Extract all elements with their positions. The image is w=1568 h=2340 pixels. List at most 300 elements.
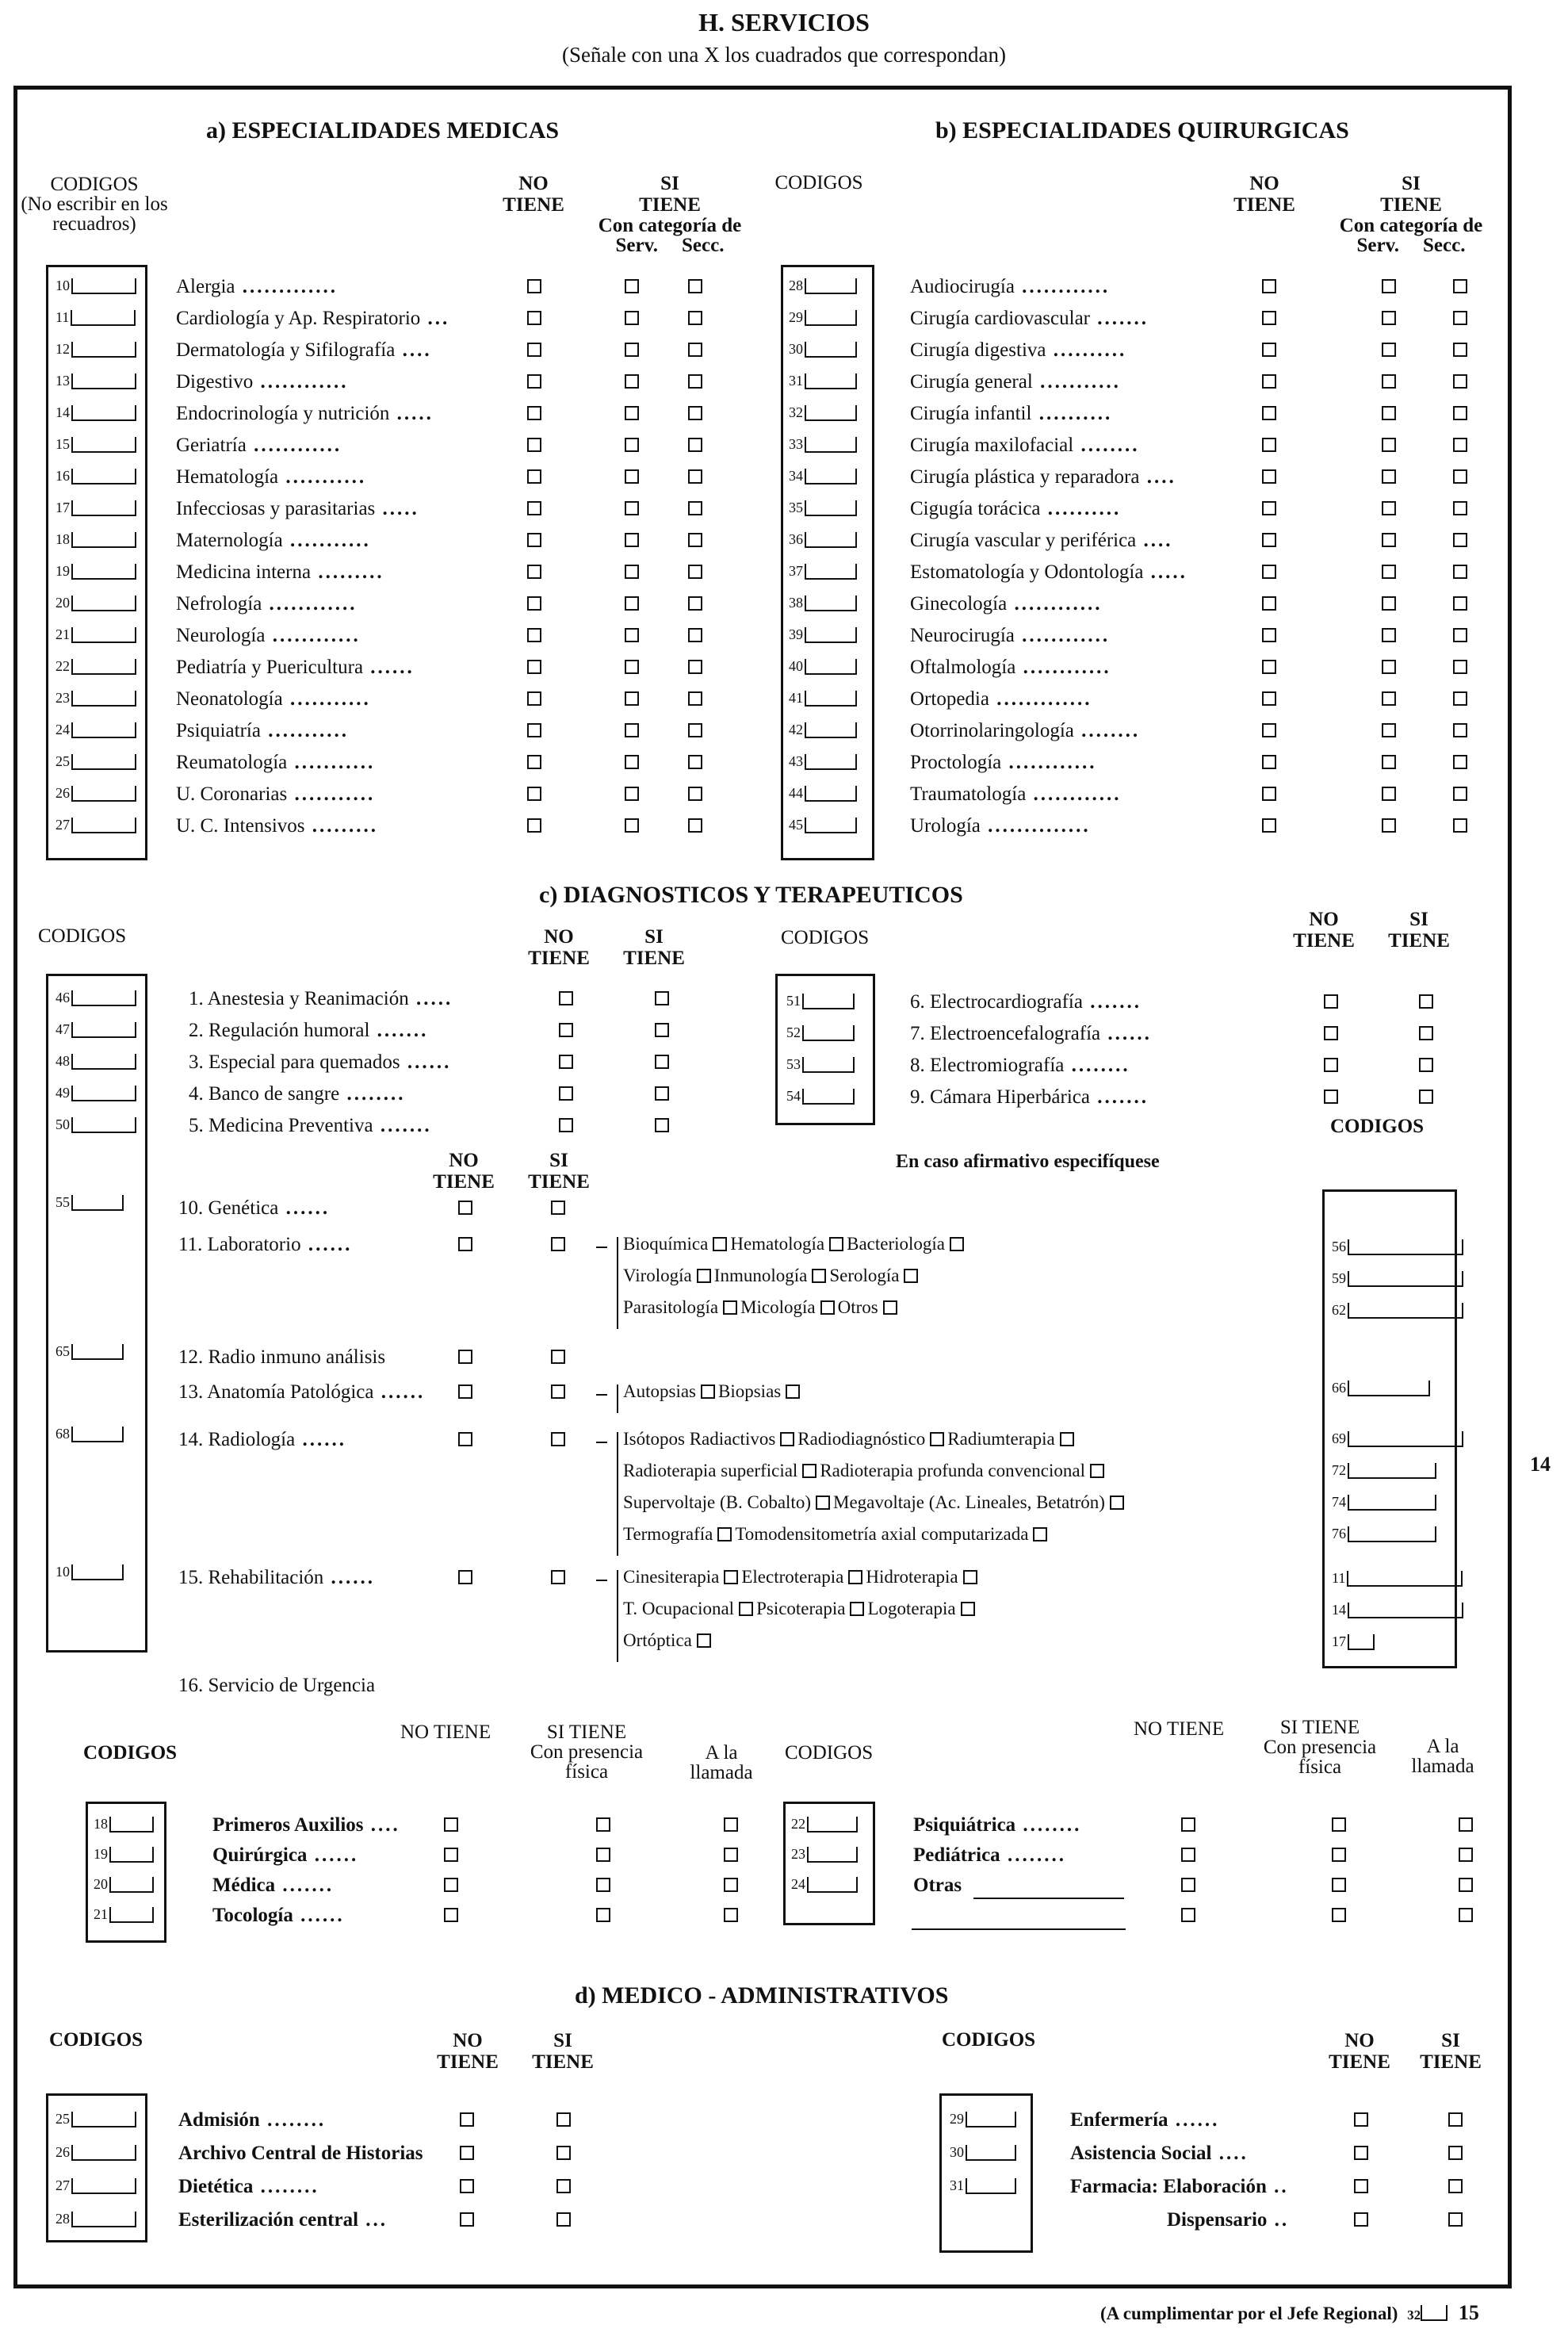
urgencia-left-no-tiene-checkbox-3[interactable]	[444, 1908, 458, 1922]
section-d-left-code-1[interactable]	[55, 2144, 136, 2161]
section-a-no-tiene-checkbox-11[interactable]	[527, 628, 541, 642]
section-c-lower-no-tiene-checkbox-4[interactable]	[458, 1432, 472, 1446]
specify-code-5[interactable]	[1332, 1462, 1436, 1479]
section-b-serv-checkbox-2[interactable]	[1382, 343, 1396, 357]
code-field[interactable]	[805, 564, 857, 580]
subitem-checkbox[interactable]	[961, 1602, 975, 1616]
section-b-secc-checkbox-1[interactable]	[1453, 311, 1467, 325]
section-b-serv-checkbox-16[interactable]	[1382, 787, 1396, 801]
section-c-left-si-tiene-checkbox-4[interactable]	[655, 1118, 669, 1132]
section-d-left-no-tiene-checkbox-3[interactable]	[460, 2212, 474, 2227]
section-a-secc-checkbox-10[interactable]	[688, 596, 702, 611]
section-a-code-1[interactable]	[55, 309, 136, 326]
section-a-code-11[interactable]	[55, 626, 136, 643]
section-a-no-tiene-checkbox-14[interactable]	[527, 723, 541, 737]
section-b-secc-checkbox-2[interactable]	[1453, 343, 1467, 357]
section-d-right-no-tiene-checkbox-0[interactable]	[1354, 2112, 1368, 2127]
subitem-checkbox[interactable]	[802, 1464, 817, 1478]
section-b-no-tiene-checkbox-5[interactable]	[1262, 438, 1276, 452]
section-b-serv-checkbox-7[interactable]	[1382, 501, 1396, 515]
subitem-checkbox[interactable]	[717, 1527, 732, 1541]
section-b-serv-checkbox-17[interactable]	[1382, 818, 1396, 833]
section-a-secc-checkbox-1[interactable]	[688, 311, 702, 325]
section-a-no-tiene-checkbox-1[interactable]	[527, 311, 541, 325]
code-field[interactable]	[71, 1344, 124, 1360]
code-field[interactable]	[805, 405, 857, 421]
code-field[interactable]	[1348, 1603, 1463, 1618]
section-d-right-si-tiene-checkbox-2[interactable]	[1448, 2179, 1463, 2193]
urgencia-left-no-tiene-checkbox-2[interactable]	[444, 1878, 458, 1892]
section-b-no-tiene-checkbox-1[interactable]	[1262, 311, 1276, 325]
section-b-secc-checkbox-10[interactable]	[1453, 596, 1467, 611]
code-field[interactable]	[805, 786, 857, 802]
section-a-serv-checkbox-9[interactable]	[625, 565, 639, 579]
urgencia-left-no-tiene-checkbox-0[interactable]	[444, 1817, 458, 1832]
code-field[interactable]	[71, 1427, 124, 1442]
section-b-code-11[interactable]	[789, 626, 857, 643]
specify-code-4[interactable]	[1332, 1430, 1463, 1447]
code-field[interactable]	[71, 990, 136, 1006]
section-c-left-no-tiene-checkbox-0[interactable]	[559, 991, 573, 1005]
section-b-serv-checkbox-12[interactable]	[1382, 660, 1396, 674]
section-b-secc-checkbox-9[interactable]	[1453, 565, 1467, 579]
urgencia-right-llamada-checkbox-1[interactable]	[1459, 1848, 1473, 1862]
section-c-right-si-tiene-checkbox-1[interactable]	[1419, 1026, 1433, 1040]
section-b-code-16[interactable]	[789, 785, 857, 802]
section-a-serv-checkbox-14[interactable]	[625, 723, 639, 737]
section-a-secc-checkbox-5[interactable]	[688, 438, 702, 452]
section-b-serv-checkbox-6[interactable]	[1382, 469, 1396, 484]
section-c-right-no-tiene-checkbox-3[interactable]	[1324, 1090, 1338, 1104]
section-b-code-14[interactable]	[789, 722, 857, 738]
section-a-secc-checkbox-7[interactable]	[688, 501, 702, 515]
section-c-left-no-tiene-checkbox-2[interactable]	[559, 1055, 573, 1069]
subitem-checkbox[interactable]	[723, 1300, 737, 1315]
code-field[interactable]	[805, 596, 857, 611]
section-a-code-4[interactable]	[55, 404, 136, 421]
code-field[interactable]	[805, 818, 857, 833]
urgencia-left-presencia-checkbox-1[interactable]	[596, 1848, 610, 1862]
code-field[interactable]	[109, 1817, 154, 1833]
code-field[interactable]	[1347, 1571, 1463, 1587]
section-b-secc-checkbox-13[interactable]	[1453, 691, 1467, 706]
section-c-right-si-tiene-checkbox-3[interactable]	[1419, 1090, 1433, 1104]
section-b-no-tiene-checkbox-3[interactable]	[1262, 374, 1276, 389]
section-c-right-code-2[interactable]	[786, 1056, 855, 1073]
code-field[interactable]	[109, 1907, 154, 1923]
section-d-right-si-tiene-checkbox-1[interactable]	[1448, 2146, 1463, 2160]
section-d-right-code-0[interactable]	[950, 2111, 1016, 2127]
section-b-serv-checkbox-9[interactable]	[1382, 565, 1396, 579]
urgencia-left-llamada-checkbox-3[interactable]	[724, 1908, 738, 1922]
section-b-no-tiene-checkbox-7[interactable]	[1262, 501, 1276, 515]
subitem-checkbox[interactable]	[701, 1384, 715, 1399]
code-field[interactable]	[71, 627, 136, 643]
section-c-right-si-tiene-checkbox-0[interactable]	[1419, 994, 1433, 1009]
section-c-left-no-tiene-checkbox-4[interactable]	[559, 1118, 573, 1132]
subitem-checkbox[interactable]	[697, 1633, 711, 1648]
specify-code-0[interactable]	[1332, 1239, 1463, 1255]
section-a-no-tiene-checkbox-3[interactable]	[527, 374, 541, 389]
code-field[interactable]	[71, 596, 136, 611]
section-b-code-13[interactable]	[789, 690, 857, 707]
section-a-code-16[interactable]	[55, 785, 136, 802]
section-a-serv-checkbox-3[interactable]	[625, 374, 639, 389]
section-d-left-no-tiene-checkbox-1[interactable]	[460, 2146, 474, 2160]
code-field[interactable]	[805, 342, 857, 358]
section-c-lower-code-2[interactable]	[55, 1343, 124, 1360]
subitem-checkbox[interactable]	[697, 1269, 711, 1283]
section-a-secc-checkbox-16[interactable]	[688, 787, 702, 801]
section-c-left-no-tiene-checkbox-1[interactable]	[559, 1023, 573, 1037]
code-field[interactable]	[966, 2145, 1016, 2161]
subitem-checkbox[interactable]	[930, 1432, 944, 1446]
section-c-left-code-2[interactable]	[55, 1053, 136, 1070]
code-field[interactable]	[1348, 1634, 1375, 1650]
section-a-no-tiene-checkbox-7[interactable]	[527, 501, 541, 515]
urgencia-right-llamada-checkbox-2[interactable]	[1459, 1878, 1473, 1892]
urgencia-left-code-0[interactable]	[94, 1816, 154, 1833]
code-field[interactable]	[71, 405, 136, 421]
code-field[interactable]	[1348, 1463, 1436, 1479]
code-field[interactable]	[1348, 1303, 1463, 1319]
section-a-code-2[interactable]	[55, 341, 136, 358]
code-field[interactable]	[71, 2145, 136, 2161]
section-b-no-tiene-checkbox-10[interactable]	[1262, 596, 1276, 611]
code-field[interactable]	[802, 1089, 855, 1105]
subitem-checkbox[interactable]	[786, 1384, 800, 1399]
urgencia-left-llamada-checkbox-2[interactable]	[724, 1878, 738, 1892]
subitem-checkbox[interactable]	[883, 1300, 897, 1315]
section-c-lower-no-tiene-checkbox-0[interactable]	[458, 1201, 472, 1215]
section-c-lower-no-tiene-checkbox-1[interactable]	[458, 1237, 472, 1251]
subitem-checkbox[interactable]	[1110, 1496, 1124, 1510]
urgencia-right-presencia-checkbox-0[interactable]	[1332, 1817, 1346, 1832]
section-a-no-tiene-checkbox-2[interactable]	[527, 343, 541, 357]
section-a-code-7[interactable]	[55, 500, 136, 516]
code-field[interactable]	[71, 342, 136, 358]
section-b-serv-checkbox-0[interactable]	[1382, 279, 1396, 293]
section-c-lower-si-tiene-checkbox-1[interactable]	[551, 1237, 565, 1251]
section-d-left-si-tiene-checkbox-2[interactable]	[556, 2179, 571, 2193]
code-field[interactable]	[805, 469, 857, 484]
subitem-checkbox[interactable]	[820, 1300, 835, 1315]
urgencia-left-code-3[interactable]	[94, 1906, 154, 1923]
subitem-checkbox[interactable]	[816, 1496, 830, 1510]
section-c-lower-code-0[interactable]	[55, 1194, 124, 1211]
section-c-lower-si-tiene-checkbox-0[interactable]	[551, 1201, 565, 1215]
code-field[interactable]	[1348, 1271, 1463, 1287]
section-c-left-code-1[interactable]	[55, 1021, 136, 1038]
section-b-no-tiene-checkbox-6[interactable]	[1262, 469, 1276, 484]
section-c-lower-code-5[interactable]	[55, 1564, 124, 1580]
section-a-serv-checkbox-13[interactable]	[625, 691, 639, 706]
section-a-secc-checkbox-15[interactable]	[688, 755, 702, 769]
section-b-secc-checkbox-11[interactable]	[1453, 628, 1467, 642]
section-b-secc-checkbox-3[interactable]	[1453, 374, 1467, 389]
code-field[interactable]	[71, 818, 136, 833]
code-field[interactable]	[805, 500, 857, 516]
code-field[interactable]	[802, 1025, 855, 1041]
section-b-code-9[interactable]	[789, 563, 857, 580]
section-c-lower-si-tiene-checkbox-2[interactable]	[551, 1350, 565, 1364]
code-field[interactable]	[71, 1117, 136, 1133]
section-b-serv-checkbox-4[interactable]	[1382, 406, 1396, 420]
code-field[interactable]	[807, 1817, 858, 1833]
section-b-secc-checkbox-4[interactable]	[1453, 406, 1467, 420]
code-field[interactable]	[805, 437, 857, 453]
section-c-right-code-0[interactable]	[786, 993, 855, 1009]
section-d-left-code-3[interactable]	[55, 2211, 136, 2227]
section-c-lower-si-tiene-checkbox-4[interactable]	[551, 1432, 565, 1446]
code-field[interactable]	[1348, 1431, 1463, 1447]
section-a-code-15[interactable]	[55, 753, 136, 770]
code-field[interactable]	[805, 532, 857, 548]
urgencia-left-code-1[interactable]	[94, 1846, 154, 1863]
urgencia-right-code-2[interactable]	[791, 1876, 858, 1893]
section-a-code-8[interactable]	[55, 531, 136, 548]
urgencia-right-presencia-checkbox-2[interactable]	[1332, 1878, 1346, 1892]
code-field[interactable]	[71, 1022, 136, 1038]
specify-code-8[interactable]	[1332, 1570, 1463, 1587]
section-b-no-tiene-checkbox-0[interactable]	[1262, 279, 1276, 293]
section-a-code-12[interactable]	[55, 658, 136, 675]
urgencia-right-code-1[interactable]	[791, 1846, 858, 1863]
section-d-right-code-1[interactable]	[950, 2144, 1016, 2161]
section-a-no-tiene-checkbox-17[interactable]	[527, 818, 541, 833]
section-b-no-tiene-checkbox-11[interactable]	[1262, 628, 1276, 642]
subitem-checkbox[interactable]	[780, 1432, 794, 1446]
section-a-secc-checkbox-2[interactable]	[688, 343, 702, 357]
section-c-right-si-tiene-checkbox-2[interactable]	[1419, 1058, 1433, 1072]
section-b-serv-checkbox-1[interactable]	[1382, 311, 1396, 325]
code-field[interactable]	[71, 437, 136, 453]
section-b-secc-checkbox-16[interactable]	[1453, 787, 1467, 801]
subitem-checkbox[interactable]	[963, 1570, 977, 1584]
section-b-secc-checkbox-5[interactable]	[1453, 438, 1467, 452]
urgencia-left-llamada-checkbox-0[interactable]	[724, 1817, 738, 1832]
section-b-code-8[interactable]	[789, 531, 857, 548]
code-field[interactable]	[71, 373, 136, 389]
subitem-checkbox[interactable]	[1060, 1432, 1074, 1446]
section-a-no-tiene-checkbox-13[interactable]	[527, 691, 541, 706]
section-c-lower-no-tiene-checkbox-2[interactable]	[458, 1350, 472, 1364]
section-b-code-12[interactable]	[789, 658, 857, 675]
section-d-left-no-tiene-checkbox-0[interactable]	[460, 2112, 474, 2127]
code-field[interactable]	[805, 659, 857, 675]
section-b-serv-checkbox-15[interactable]	[1382, 755, 1396, 769]
section-c-right-code-3[interactable]	[786, 1088, 855, 1105]
subitem-checkbox[interactable]	[1033, 1527, 1047, 1541]
section-d-right-no-tiene-checkbox-2[interactable]	[1354, 2179, 1368, 2193]
section-b-serv-checkbox-13[interactable]	[1382, 691, 1396, 706]
section-a-code-0[interactable]	[55, 278, 136, 294]
section-a-serv-checkbox-11[interactable]	[625, 628, 639, 642]
section-d-left-code-0[interactable]	[55, 2111, 136, 2127]
section-b-code-0[interactable]	[789, 278, 857, 294]
code-field[interactable]	[71, 691, 136, 707]
urgencia-right-no-tiene-checkbox-1[interactable]	[1181, 1848, 1195, 1862]
section-a-no-tiene-checkbox-15[interactable]	[527, 755, 541, 769]
section-c-right-code-1[interactable]	[786, 1024, 855, 1041]
section-d-right-no-tiene-checkbox-1[interactable]	[1354, 2146, 1368, 2160]
section-c-right-no-tiene-checkbox-2[interactable]	[1324, 1058, 1338, 1072]
code-field[interactable]	[805, 310, 857, 326]
code-field[interactable]	[1348, 1239, 1463, 1255]
specify-code-10[interactable]	[1332, 1633, 1375, 1650]
urgencia-right-no-tiene-checkbox-0[interactable]	[1181, 1817, 1195, 1832]
code-field[interactable]	[71, 532, 136, 548]
section-a-serv-checkbox-16[interactable]	[625, 787, 639, 801]
section-a-serv-checkbox-2[interactable]	[625, 343, 639, 357]
section-a-code-5[interactable]	[55, 436, 136, 453]
section-b-no-tiene-checkbox-16[interactable]	[1262, 787, 1276, 801]
section-b-secc-checkbox-6[interactable]	[1453, 469, 1467, 484]
otras-write-line[interactable]	[973, 1898, 1124, 1899]
section-a-secc-checkbox-17[interactable]	[688, 818, 702, 833]
urgencia-left-llamada-checkbox-1[interactable]	[724, 1848, 738, 1862]
section-a-code-10[interactable]	[55, 595, 136, 611]
section-d-left-si-tiene-checkbox-1[interactable]	[556, 2146, 571, 2160]
section-c-lower-si-tiene-checkbox-5[interactable]	[551, 1570, 565, 1584]
section-d-left-si-tiene-checkbox-3[interactable]	[556, 2212, 571, 2227]
section-b-secc-checkbox-12[interactable]	[1453, 660, 1467, 674]
specify-code-1[interactable]	[1332, 1270, 1463, 1287]
section-d-right-si-tiene-checkbox-0[interactable]	[1448, 2112, 1463, 2127]
code-field[interactable]	[966, 2178, 1016, 2194]
section-a-serv-checkbox-10[interactable]	[625, 596, 639, 611]
section-a-serv-checkbox-6[interactable]	[625, 469, 639, 484]
section-b-secc-checkbox-17[interactable]	[1453, 818, 1467, 833]
section-b-code-6[interactable]	[789, 468, 857, 484]
section-c-left-si-tiene-checkbox-2[interactable]	[655, 1055, 669, 1069]
section-a-no-tiene-checkbox-12[interactable]	[527, 660, 541, 674]
code-field[interactable]	[71, 310, 136, 326]
section-d-left-code-2[interactable]	[55, 2177, 136, 2194]
section-b-code-7[interactable]	[789, 500, 857, 516]
section-b-secc-checkbox-8[interactable]	[1453, 533, 1467, 547]
subitem-checkbox[interactable]	[850, 1602, 864, 1616]
code-field[interactable]	[966, 2112, 1016, 2127]
section-a-serv-checkbox-1[interactable]	[625, 311, 639, 325]
section-a-serv-checkbox-7[interactable]	[625, 501, 639, 515]
section-c-lower-code-4[interactable]	[55, 1426, 124, 1442]
urgencia-right-no-tiene-checkbox-2[interactable]	[1181, 1878, 1195, 1892]
section-a-serv-checkbox-8[interactable]	[625, 533, 639, 547]
section-b-no-tiene-checkbox-2[interactable]	[1262, 343, 1276, 357]
code-field[interactable]	[109, 1847, 154, 1863]
section-b-code-17[interactable]	[789, 817, 857, 833]
section-b-no-tiene-checkbox-14[interactable]	[1262, 723, 1276, 737]
section-b-code-1[interactable]	[789, 309, 857, 326]
section-b-secc-checkbox-0[interactable]	[1453, 279, 1467, 293]
code-field[interactable]	[805, 722, 857, 738]
code-field[interactable]	[805, 278, 857, 294]
section-a-code-6[interactable]	[55, 468, 136, 484]
specify-code-9[interactable]	[1332, 1602, 1463, 1618]
code-field[interactable]	[71, 754, 136, 770]
urgencia-right-code-0[interactable]	[791, 1816, 858, 1833]
specify-code-7[interactable]	[1332, 1526, 1436, 1542]
subitem-checkbox[interactable]	[829, 1237, 843, 1251]
subitem-checkbox[interactable]	[904, 1269, 918, 1283]
section-d-right-si-tiene-checkbox-3[interactable]	[1448, 2212, 1463, 2227]
section-b-serv-checkbox-8[interactable]	[1382, 533, 1396, 547]
section-b-serv-checkbox-11[interactable]	[1382, 628, 1396, 642]
code-field[interactable]	[802, 1057, 855, 1073]
section-c-right-no-tiene-checkbox-0[interactable]	[1324, 994, 1338, 1009]
section-c-left-si-tiene-checkbox-0[interactable]	[655, 991, 669, 1005]
code-field[interactable]	[1348, 1526, 1436, 1542]
section-a-no-tiene-checkbox-0[interactable]	[527, 279, 541, 293]
subitem-checkbox[interactable]	[950, 1237, 964, 1251]
section-a-secc-checkbox-13[interactable]	[688, 691, 702, 706]
section-b-code-3[interactable]	[789, 373, 857, 389]
urgencia-left-presencia-checkbox-2[interactable]	[596, 1878, 610, 1892]
section-a-code-3[interactable]	[55, 373, 136, 389]
otras-write-line-2[interactable]	[912, 1928, 1126, 1930]
section-a-no-tiene-checkbox-6[interactable]	[527, 469, 541, 484]
section-a-secc-checkbox-14[interactable]	[688, 723, 702, 737]
subitem-checkbox[interactable]	[848, 1570, 862, 1584]
section-a-no-tiene-checkbox-5[interactable]	[527, 438, 541, 452]
section-a-secc-checkbox-4[interactable]	[688, 406, 702, 420]
section-c-left-si-tiene-checkbox-3[interactable]	[655, 1086, 669, 1101]
section-a-serv-checkbox-12[interactable]	[625, 660, 639, 674]
section-b-no-tiene-checkbox-15[interactable]	[1262, 755, 1276, 769]
urgencia-right-presencia-checkbox-1[interactable]	[1332, 1848, 1346, 1862]
subitem-checkbox[interactable]	[1090, 1464, 1104, 1478]
section-a-code-13[interactable]	[55, 690, 136, 707]
section-a-secc-checkbox-3[interactable]	[688, 374, 702, 389]
section-a-no-tiene-checkbox-8[interactable]	[527, 533, 541, 547]
section-a-no-tiene-checkbox-9[interactable]	[527, 565, 541, 579]
section-a-code-14[interactable]	[55, 722, 136, 738]
code-field[interactable]	[807, 1847, 858, 1863]
subitem-checkbox[interactable]	[739, 1602, 753, 1616]
section-b-code-10[interactable]	[789, 595, 857, 611]
code-field[interactable]	[805, 754, 857, 770]
section-a-serv-checkbox-17[interactable]	[625, 818, 639, 833]
code-field[interactable]	[109, 1877, 154, 1893]
code-field[interactable]	[71, 278, 136, 294]
section-d-right-code-2[interactable]	[950, 2177, 1016, 2194]
urgencia-left-presencia-checkbox-0[interactable]	[596, 1817, 610, 1832]
code-field[interactable]	[71, 2178, 136, 2194]
subitem-checkbox[interactable]	[812, 1269, 826, 1283]
section-a-secc-checkbox-0[interactable]	[688, 279, 702, 293]
section-b-secc-checkbox-7[interactable]	[1453, 501, 1467, 515]
section-c-lower-no-tiene-checkbox-5[interactable]	[458, 1570, 472, 1584]
code-field[interactable]	[71, 469, 136, 484]
urgencia-left-presencia-checkbox-3[interactable]	[596, 1908, 610, 1922]
urgencia-right-llamada-checkbox-0[interactable]	[1459, 1817, 1473, 1832]
section-a-serv-checkbox-15[interactable]	[625, 755, 639, 769]
section-a-secc-checkbox-6[interactable]	[688, 469, 702, 484]
section-a-code-17[interactable]	[55, 817, 136, 833]
section-d-right-no-tiene-checkbox-3[interactable]	[1354, 2212, 1368, 2227]
code-field[interactable]	[1348, 1495, 1436, 1511]
section-a-serv-checkbox-4[interactable]	[625, 406, 639, 420]
urgencia-right-presencia-checkbox-3[interactable]	[1332, 1908, 1346, 1922]
code-field[interactable]	[71, 1054, 136, 1070]
code-field[interactable]	[802, 994, 855, 1009]
section-c-left-si-tiene-checkbox-1[interactable]	[655, 1023, 669, 1037]
code-field[interactable]	[71, 564, 136, 580]
section-b-serv-checkbox-3[interactable]	[1382, 374, 1396, 389]
section-c-left-code-3[interactable]	[55, 1085, 136, 1101]
section-b-code-15[interactable]	[789, 753, 857, 770]
